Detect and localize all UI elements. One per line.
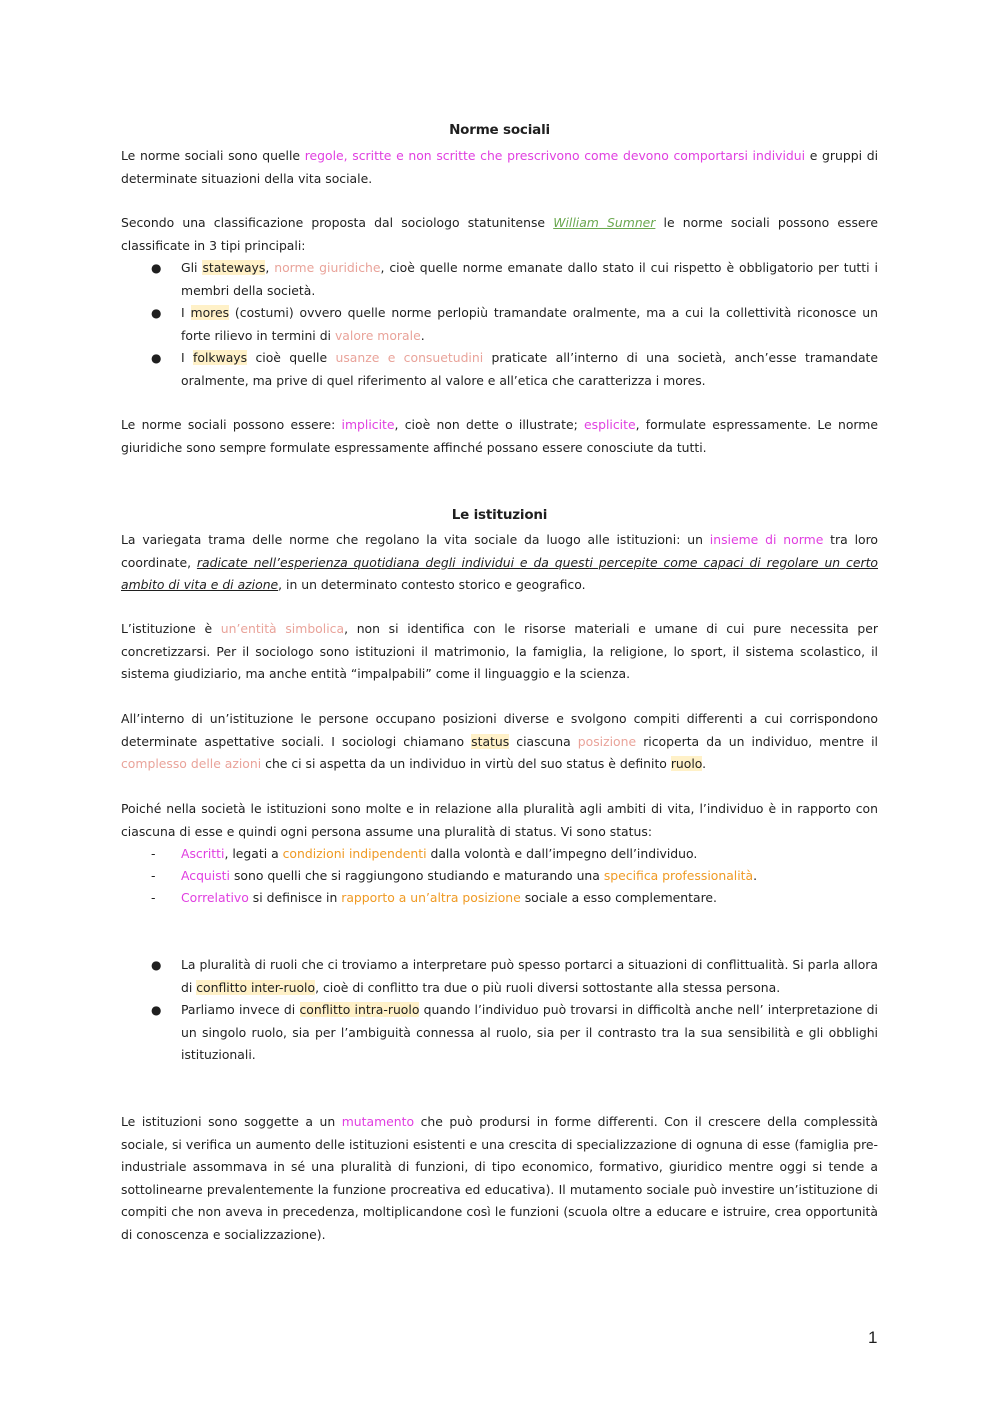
- paragraph: Secondo una classificazione proposta dal sociologo statunitense William Sumner le norme sociali possono essere classificate in 3 tipi principali:: [121, 215, 878, 253]
- paragraph: Le norme sociali possono essere: implicite, cioè non dette o illustrate; esplicite, formulate espressamente. Le norme giuridiche sono sempre formulate espressamente affinché possano essere conosciute da tutti.: [121, 417, 878, 455]
- list-item: Correlativo si definisce in rapporto a un’altra posizione sociale a esso complementare.: [181, 890, 717, 905]
- william-sumner-link[interactable]: William Sumner: [553, 215, 656, 230]
- page-number: 1: [868, 1328, 878, 1347]
- list-item: La pluralità di ruoli che ci troviamo a interpretare può spesso portarci a situazioni di conflittualità. Si parla allora di conflitto inter-ruolo, cioè di conflitto tra due o più ruoli diversi sottostante alla stessa persona.: [181, 957, 878, 995]
- paragraph: L’istituzione è un’entità simbolica, non si identifica con le risorse materiali e umane di cui pure necessita per concretizzarsi. Per il sociologo sono istituzioni il matrimonio, la famiglia, la religione, lo sport, il sistema scolastico, il sistema giudiziario, ma anche entità “impalpabili” come il linguaggio e la scienza.: [121, 621, 878, 681]
- list-item: I folkways cioè quelle usanze e consuetudini praticate all’interno di una società, anch’esse tramandate oralmente, ma prive di quel riferimento al valore e all’etica che caratterizza i mores.: [181, 350, 879, 388]
- list-item: Acquisti sono quelli che si raggiungono studiando e maturando una specifica professionalità.: [181, 868, 758, 883]
- bullet-icon: ●: [151, 351, 162, 365]
- bullet-icon: ●: [151, 958, 162, 972]
- paragraph: Le norme sociali sono quelle regole, scritte e non scritte che prescrivono come devono comportarsi individui e gruppi di determinate situazioni della vita sociale.: [121, 148, 879, 186]
- paragraph: All’interno di un’istituzione le persone occupano posizioni diverse e svolgono compiti differenti a cui corrispondono determinate aspettative sociali. I sociologi chiamano status ciascuna posizione ricoperta da un individuo, mentre il complesso delle azioni che ci si aspetta da un individuo in virtù del suo status è definito ruolo.: [121, 711, 878, 771]
- section-title-istituzioni: Le istituzioni: [451, 507, 548, 523]
- list-item: I mores (costumi) ovvero quelle norme perlopiù tramandate oralmente, ma a cui la collettività riconosce un forte rilievo in termini di valore morale.: [181, 305, 878, 343]
- dash-icon: -: [151, 868, 156, 883]
- dash-icon: -: [151, 890, 156, 905]
- dash-icon: -: [151, 846, 156, 861]
- list-item: Ascritti, legati a condizioni indipendenti dalla volontà e dall’impegno dell’individuo.: [181, 846, 698, 861]
- paragraph: La variegata trama delle norme che regolano la vita sociale da luogo alle istituzioni: un insieme di norme tra loro coordinate, radicate nell’esperienza quotidiana degli individui e da questi percepite come capaci di regolare un certo ambito di vita e di azione, in un determinato contesto storico e geografico.: [121, 532, 879, 592]
- section-title-norme-sociali: Norme sociali: [449, 122, 550, 138]
- bullet-icon: ●: [151, 261, 162, 275]
- list-item: Parliamo invece di conflitto intra-ruolo quando l’individuo può trovarsi in difficoltà anche nell’ interpretazione di un singolo ruolo, sia per l’ambiguità connessa al ruolo, sia per il contrasto tra la sua sensibilità e gli obblighi istituzionali.: [181, 1002, 878, 1062]
- list-item: Gli stateways, norme giuridiche, cioè quelle norme emanate dallo stato il cui rispetto è obbligatorio per tutti i membri della società.: [181, 260, 878, 298]
- bullet-icon: ●: [151, 306, 162, 320]
- paragraph: Le istituzioni sono soggette a un mutamento che può prodursi in forme differenti. Con il crescere della complessità sociale, si verifica un aumento delle istituzioni esistenti e una crescita di specializzazione di ognuna di esse (famiglia pre-industriale assommava in sé una pluralità di funzioni, di tipo economico, formativo, giuridico mentre oggi si tende a sottolinearne prevalentemente la funzione procreativa ed educativa). Il mutamento sociale può investire un’istituzione di compiti che non aveva in precedenza, moltiplicandone così le funzioni (scuola oltre a educare e istruire, crea opportunità di conoscenza e socializzazione).: [121, 1114, 879, 1242]
- bullet-icon: ●: [151, 1003, 162, 1017]
- paragraph: Poiché nella società le istituzioni sono molte e in relazione alla pluralità agli ambiti di vita, l’individuo è in rapporto con ciascuna di esse e quindi ogni persona assume una pluralità di status. Vi sono status:: [121, 801, 878, 839]
